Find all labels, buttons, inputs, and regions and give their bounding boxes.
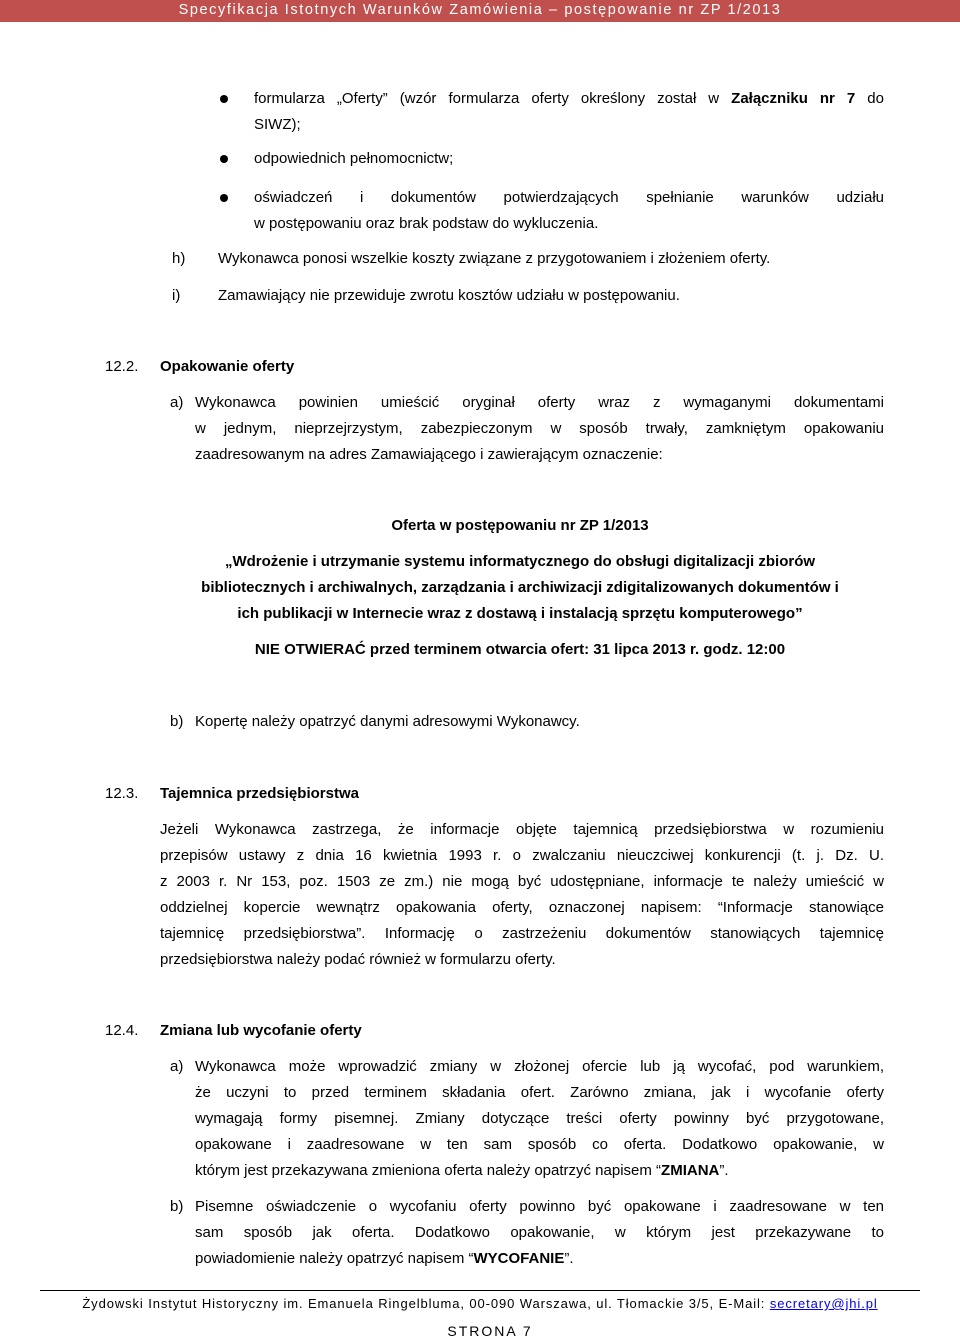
footer-email-link[interactable]: secretary@jhi.pl bbox=[769, 1296, 878, 1311]
paragraph-line: zaadresowanym na adres Zamawiającego i zawierającym oznaczenie: bbox=[195, 446, 663, 463]
paragraph-line: przepisów ustawy z dnia 16 kwietnia 1993 r. o zwalczaniu nieuczciwej konkurencji (t. j. Dz. U. bbox=[160, 847, 884, 864]
bullet-marker bbox=[220, 95, 228, 103]
item-b-label: b) bbox=[170, 713, 184, 730]
marking-line: „Wdrożenie i utrzymanie systemu informatycznego do obsługi digitalizacji zbiorów bbox=[224, 553, 816, 570]
page-number: STRONA 7 bbox=[447, 1323, 533, 1339]
item-b-label: b) bbox=[170, 1198, 184, 1215]
paragraph-line: Wykonawca powinien umieścić oryginał oferty wraz z wymaganymi dokumentami bbox=[195, 394, 884, 411]
bullet-item-2: odpowiednich pełnomocnictw; bbox=[254, 150, 454, 167]
bullet-item-3-cont: w postępowaniu oraz brak podstaw do wykluczenia. bbox=[254, 215, 599, 232]
paragraph-line: powiadomienie należy opatrzyć napisem “WYCOFANIE”. bbox=[195, 1250, 574, 1267]
marking-warning: NIE OTWIERAĆ przed terminem otwarcia ofert: 31 lipca 2013 r. godz. 12:00 bbox=[254, 641, 786, 658]
footer-address: Żydowski Instytut Historyczny im. Emanuela Ringelbluma, 00-090 Warszawa, ul. Tłomackie 3/5, E-Mail: bbox=[82, 1296, 770, 1311]
section-number: 12.3. bbox=[105, 785, 139, 802]
paragraph-line: w jednym, nieprzejrzystym, zabezpieczonym w sposób trwały, zamkniętym opakowaniu bbox=[195, 420, 884, 437]
paragraph-line: przedsiębiorstwa należy podać również w formularzu oferty. bbox=[160, 951, 556, 968]
section-title: Opakowanie oferty bbox=[160, 358, 295, 375]
marking-title: Oferta w postępowaniu nr ZP 1/2013 bbox=[391, 517, 649, 534]
paragraph-line: z 2003 r. Nr 153, poz. 1503 ze zm.) nie mogą być udostępniane, informacje te należy umieścić w bbox=[160, 873, 884, 890]
marking-line: ich publikacji w Internecie wraz z dostawą i instalacją sprzętu komputerowego” bbox=[237, 605, 803, 622]
paragraph-line: że uczyni to przed terminem składania ofert. Zarówno zmiana, jak i wycofanie oferty bbox=[195, 1084, 884, 1101]
paragraph-line: opakowane i zaadresowane w ten sam sposób co oferta. Dodatkowo opakowanie, w bbox=[195, 1136, 884, 1153]
paragraph-line: sam sposób jak oferta. Dodatkowo opakowanie, w którym jest przekazywane to bbox=[195, 1224, 884, 1241]
paragraph-line: którym jest przekazywana zmieniona oferta należy opatrzyć napisem “ZMIANA”. bbox=[195, 1162, 729, 1179]
marking-line: bibliotecznych i archiwalnych, zarządzania i archiwizacji zdigitalizowanych dokumentów i bbox=[201, 579, 839, 596]
bullet-marker bbox=[220, 155, 228, 163]
page-header bbox=[0, 0, 960, 22]
bullet-item-1-cont: SIWZ); bbox=[254, 116, 301, 133]
item-b-text: Kopertę należy opatrzyć danymi adresowymi Wykonawcy. bbox=[195, 713, 580, 730]
paragraph-line: wymagają formy pisemnej. Zmiany dotyczące treści oferty powinny być przygotowane, bbox=[195, 1110, 884, 1127]
page-footer bbox=[0, 1296, 960, 1311]
paragraph-line: tajemnicę przedsiębiorstwa”. Informację o zastrzeżeniu dokumentów stanowiących tajemnicę bbox=[160, 925, 884, 942]
paragraph-line: Jeżeli Wykonawca zastrzega, że informacje objęte tajemnicą przedsiębiorstwa w rozumieniu bbox=[160, 821, 884, 838]
bullet-item-1: formularza „Oferty” (wzór formularza oferty określony został w Załączniku nr 7 do bbox=[254, 90, 884, 107]
item-a-label: a) bbox=[170, 394, 184, 411]
item-h-label: h) bbox=[172, 250, 186, 267]
paragraph-line: Pisemne oświadczenie o wycofaniu oferty powinno być opakowane i zaadresowane w ten bbox=[195, 1198, 884, 1215]
item-a-label: a) bbox=[170, 1058, 184, 1075]
header-title: Specyfikacja Istotnych Warunków Zamówienia – postępowanie nr ZP 1/2013 bbox=[178, 2, 782, 18]
section-number: 12.2. bbox=[105, 358, 139, 375]
item-i-label: i) bbox=[172, 287, 181, 304]
footer-divider bbox=[40, 1290, 920, 1291]
section-title: Tajemnica przedsiębiorstwa bbox=[160, 785, 359, 802]
bullet-item-3: oświadczeń i dokumentów potwierdzających spełnianie warunków udziału bbox=[254, 189, 884, 206]
paragraph-line: oddzielnej kopercie wewnątrz opakowania oferty, oznaczonej napisem: “Informacje stanowiące bbox=[160, 899, 884, 916]
item-i-text: Zamawiający nie przewiduje zwrotu kosztów udziału w postępowaniu. bbox=[218, 287, 680, 304]
item-h-text: Wykonawca ponosi wszelkie koszty związane z przygotowaniem i złożeniem oferty. bbox=[218, 250, 771, 267]
paragraph-line: Wykonawca może wprowadzić zmiany w złożonej ofercie lub ją wycofać, pod warunkiem, bbox=[195, 1058, 884, 1075]
bullet-marker bbox=[220, 194, 228, 202]
section-number: 12.4. bbox=[105, 1022, 139, 1039]
section-title: Zmiana lub wycofanie oferty bbox=[160, 1022, 362, 1039]
